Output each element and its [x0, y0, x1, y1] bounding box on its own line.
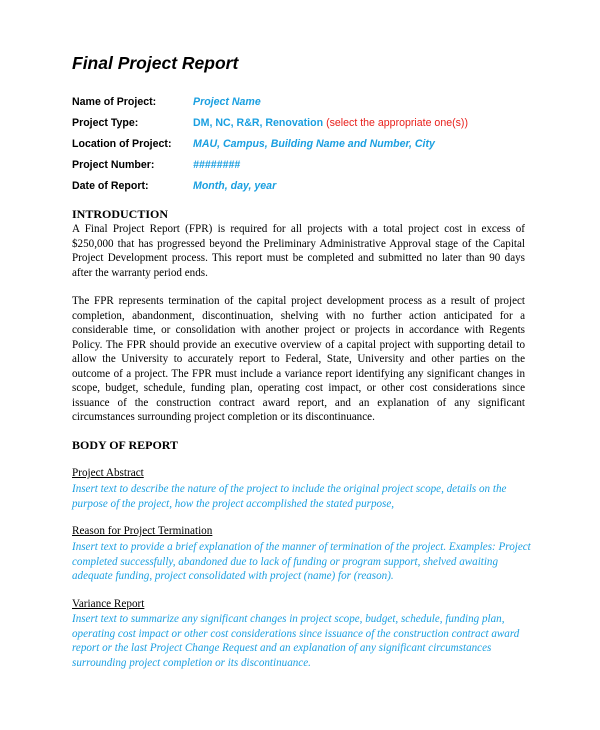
project-location-label: Location of Project: [72, 137, 172, 150]
project-number-label: Project Number: [72, 158, 155, 171]
introduction-heading: INTRODUCTION [72, 207, 169, 221]
project-type-note: (select the appropriate one(s)) [326, 116, 468, 129]
termination-heading: Reason for Project Termination [72, 525, 213, 537]
report-date-value: Month, day, year [193, 179, 277, 192]
abstract-text: Insert text to describe the nature of the project to include the original project scope, details on the purpose of the project, how the project accomplished the stated purpose, [72, 483, 507, 510]
report-date-row [72, 175, 552, 196]
project-type-label: Project Type: [72, 116, 139, 129]
termination-text: Insert text to provide a brief explanation of the manner of termination of the project. Examples: Project completed successfully, abandoned due to lack of funding or program support, shelved awaiting adequate funding, project consolidated with project (name) for (reason). [72, 541, 531, 582]
project-type-row [72, 112, 552, 133]
body-heading: BODY OF REPORT [72, 438, 179, 452]
project-location-value: MAU, Campus, Building Name and Number, City [193, 137, 435, 150]
variance-text: Insert text to summarize any significant changes in project scope, budget, schedule, funding plan, operating cost impact or other cost considerations since issuance of the construction contract award report or the last Project Change Request and an explanation of any significant circumstances surrounding project completion or its discontinuance. [72, 613, 520, 669]
project-number-value: ######## [193, 158, 241, 171]
abstract-heading: Project Abstract [72, 467, 144, 479]
project-name-label: Name of Project: [72, 95, 157, 108]
project-type-value: DM, NC, R&R, Renovation [193, 116, 324, 129]
introduction-paragraph-1: A Final Project Report (FPR) is required for all projects with a total project cost in excess of $250,000 that has progressed beyond the Preliminary Administrative Approval stage of the Capital Project Development process. This report must be completed and submitted no later than 90 days after the warranty period ends. [72, 223, 525, 279]
report-date-label: Date of Report: [72, 179, 149, 192]
introduction-paragraph-2: The FPR represents termination of the capital project development process as a result of project completion, abandonment, discontinuation, shelving with no further action anticipated for a considerable time, or consolidation with another project or projects in accordance with Regents Policy. The FPR should provide an executive overview of a capital project with supporting detail to allow the University to accurately report to Federal, State, University and other parties on the outcome of a project. The FPR must include a variance report identifying any significant changes in scope, budget, schedule, funding plan, operating cost impact, or other cost considerations since issuance of the construction contract award report, and an explanation of any significant circumstances surrounding project completion or its discontinuance. [72, 295, 525, 423]
project-name-row [72, 91, 552, 112]
variance-heading: Variance Report [72, 598, 145, 610]
project-info-table [72, 91, 552, 196]
project-location-row [72, 133, 552, 154]
project-number-row [72, 154, 552, 175]
project-name-value: Project Name [193, 95, 261, 108]
document-title: Final Project Report [72, 53, 239, 73]
